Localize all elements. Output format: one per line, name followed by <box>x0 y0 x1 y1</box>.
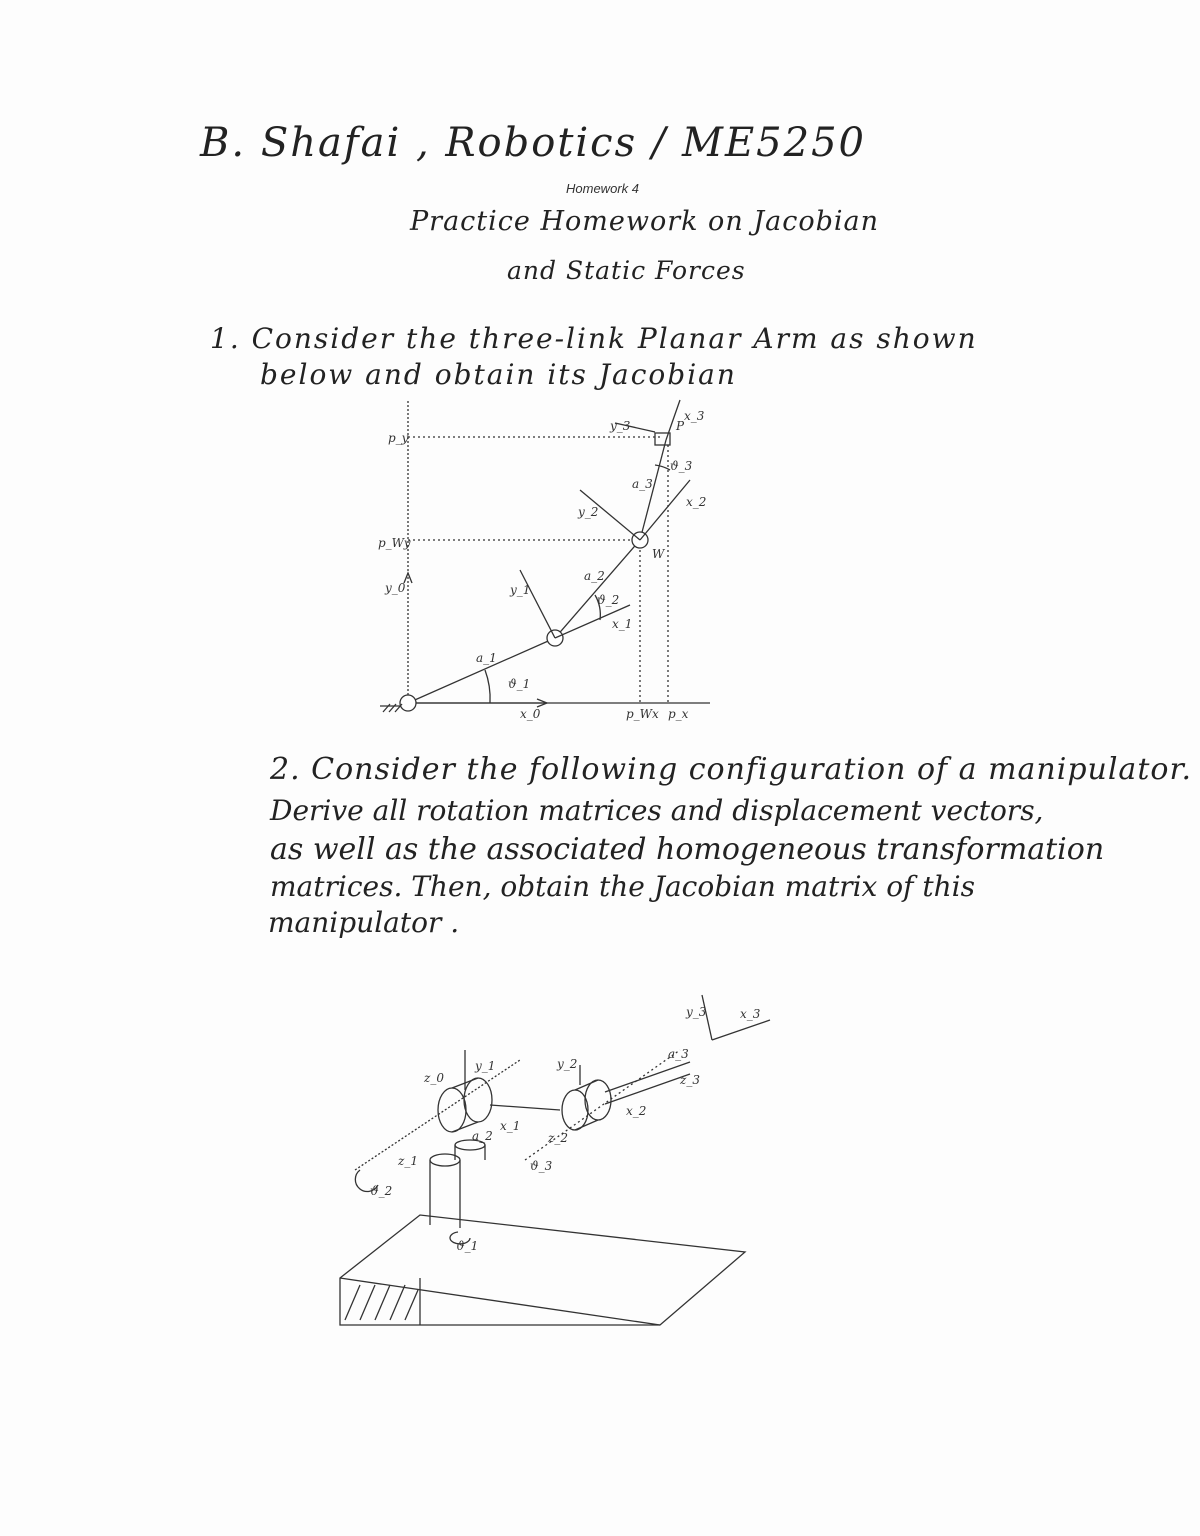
fig2-label-a3: a_3 <box>668 1047 689 1061</box>
fig2-label-th2: ϑ_2 <box>370 1184 393 1198</box>
problem1-line-1: 1. Consider the three-link Planar Arm as shown <box>210 322 978 355</box>
fig2-label-a2: a_2 <box>472 1129 493 1143</box>
fig2-label-y2: y_2 <box>557 1057 578 1071</box>
fig1-label-py: p_y <box>388 431 409 445</box>
title-line-2: and Static Forces <box>507 256 746 285</box>
fig1-label-px: p_x <box>668 707 689 721</box>
fig1-label-x2: x_2 <box>686 495 707 509</box>
fig2-label-z0: z_0 <box>424 1071 444 1085</box>
fig1-label-w: W <box>652 547 665 561</box>
fig2-label-z2: z_2 <box>548 1131 568 1145</box>
fig2-label-x1: x_1 <box>500 1119 521 1133</box>
manipulator-3d-figure <box>330 985 790 1335</box>
fig1-label-p: P <box>676 419 685 433</box>
fig1-label-a3: a_3 <box>632 477 653 491</box>
fig1-label-pwy: p_Wy <box>378 536 411 550</box>
fig2-label-th3: ϑ_3 <box>530 1159 553 1173</box>
title-line-1: Practice Homework on Jacobian <box>410 206 879 237</box>
fig1-label-a2: a_2 <box>584 569 605 583</box>
homework-label: Homework 4 <box>566 181 639 196</box>
fig2-label-x2: x_2 <box>626 1104 647 1118</box>
problem2-line-2: Derive all rotation matrices and displacement vectors, <box>270 794 1044 827</box>
header-title: B. Shafai , Robotics / ME5250 <box>200 120 866 166</box>
fig2-label-x3: x_3 <box>740 1007 761 1021</box>
fig1-label-th2: ϑ_2 <box>597 593 620 607</box>
problem2-line-4: matrices. Then, obtain the Jacobian matrix of this <box>270 870 975 903</box>
fig1-label-a1: a_1 <box>476 651 497 665</box>
fig2-label-z3: z_3 <box>680 1073 700 1087</box>
fig2-label-z1: z_1 <box>398 1154 418 1168</box>
fig1-label-y2: y_2 <box>578 505 599 519</box>
problem2-line-3: as well as the associated homogeneous transformation <box>270 832 1105 867</box>
fig1-label-th3: ϑ_3 <box>670 459 693 473</box>
fig1-label-x1: x_1 <box>612 617 633 631</box>
fig1-label-y3: y_3 <box>610 419 631 433</box>
fig1-label-y0: y_0 <box>385 581 406 595</box>
fig2-label-th1: ϑ_1 <box>456 1239 479 1253</box>
fig1-label-y1: y_1 <box>510 583 531 597</box>
fig2-label-y3: y_3 <box>686 1005 707 1019</box>
fig1-label-pwx: p_Wx <box>626 707 659 721</box>
fig1-label-x3: x_3 <box>684 409 705 423</box>
fig1-label-th1: ϑ_1 <box>508 677 531 691</box>
problem2-line-5: manipulator . <box>268 906 460 939</box>
planar-arm-figure <box>370 390 720 730</box>
fig1-label-x0: x_0 <box>520 707 541 721</box>
problem2-line-1: 2. Consider the following configuration of a manipulator. <box>270 752 1193 787</box>
problem1-line-2: below and obtain its Jacobian <box>260 358 737 391</box>
fig2-label-y1: y_1 <box>475 1059 496 1073</box>
